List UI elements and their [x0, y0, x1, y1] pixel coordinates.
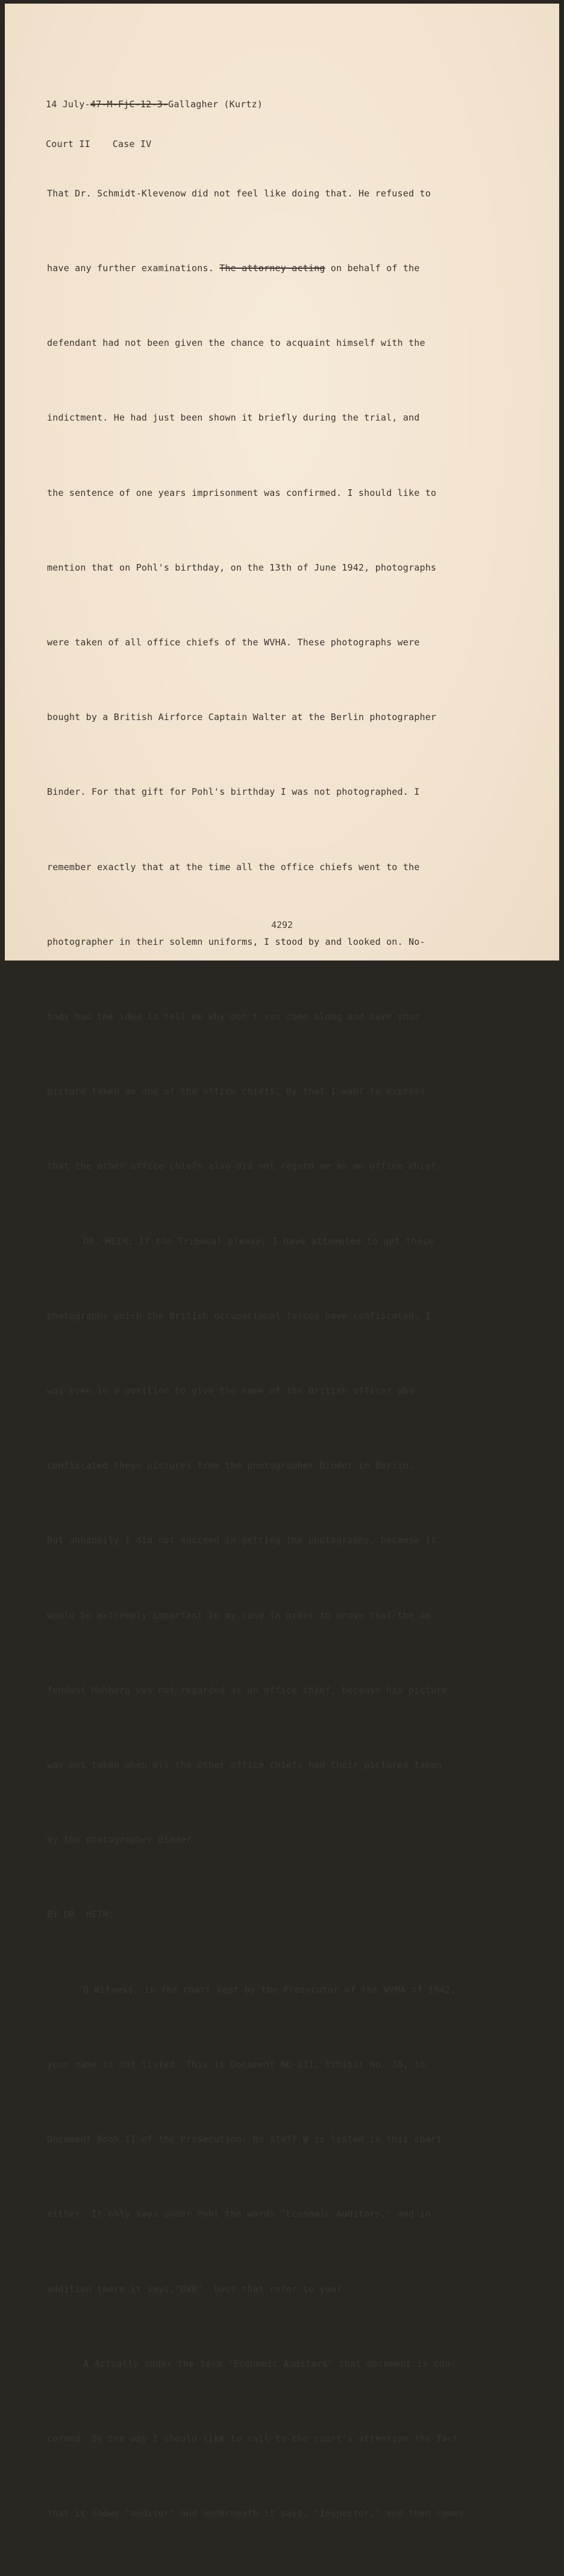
- text-line: remember exactly that at the time all the office chiefs went to the: [47, 861, 420, 873]
- text-line: were taken of all office chiefs of the WVHA. These photographs were: [47, 637, 420, 648]
- text-line: cerned. By the way I should like to call to the court's attention the fact: [47, 2433, 459, 2444]
- text-line: Document Book II of the Prosecution. No staff-W is listed in this chart: [47, 2134, 442, 2145]
- text-line: the sentence of one years imprisonment was confirmed. I should like to: [47, 487, 437, 498]
- text-line: your name is not listed. This is Document NO-111, Exhibit No. 38, in: [47, 2058, 425, 2070]
- document-body: [47, 131, 464, 2576]
- text-line: that it shows "auditor" and underneath it says, "Inspector," and then comes: [47, 2508, 465, 2519]
- text-line: Q Witness, in the chart kept by the Prosecutor of the WVHA of 1942,: [83, 1984, 456, 1995]
- text-line: picture taken as one of the office chiefs. By that I want to express: [47, 1086, 425, 1097]
- text-line: was even in a position to give the name of the British officer who: [47, 1385, 415, 1397]
- header-line-1: 14 July-47-M-FjC-12-3-Gallagher (Kurtz): [46, 99, 263, 110]
- text-line: indictment. He had just been shown it briefly during the trial, and: [47, 412, 420, 424]
- header-line-2: Court II Case IV: [46, 139, 152, 149]
- text-line: confiscated these pictures from the photographer Binder in Berlin.: [47, 1460, 415, 1471]
- text-line: That Dr. Schmidt-Klevenow did not feel like doing that. He refused to: [47, 187, 431, 199]
- text-line: addition there it says,"DWB". Does that refer to you?: [47, 2283, 342, 2295]
- text-line: have any further examinations. The attorney acting on behalf of the: [47, 263, 420, 274]
- text-line: fendant Hohberg was not regarded as an office chief, because his picture: [47, 1684, 448, 1696]
- text-line: DR. HEIM: If the Tribunal please, I have attempted to get these: [83, 1235, 434, 1247]
- text-line: photographs which the British occupational forces have confiscated. I: [47, 1310, 431, 1321]
- text-line: by the photographer Binder.: [47, 1834, 198, 1846]
- text-line: bought by a British Airforce Captain Walter at the Berlin photographer: [47, 712, 437, 723]
- text-line: BY DR. HEIM:: [47, 1909, 114, 1920]
- page-number: 4292: [271, 920, 293, 930]
- text-line: defendant had not been given the chance to acquaint himself with the: [47, 337, 425, 349]
- text-line: photographer in their solemn uniforms, I stood by and looked on. No-: [47, 936, 425, 947]
- text-line: mention that on Pohl's birthday, on the 13th of June 1942, photographs: [47, 562, 437, 573]
- text-line: Binder. For that gift for Pohl's birthday I was not photographed. I: [47, 786, 420, 798]
- document-page: [5, 4, 559, 2519]
- text-line: would be extremely important in my case in order to prove that the de-: [47, 1609, 437, 1621]
- text-line: was not taken when all the other office chiefs had their pictures taken: [47, 1760, 442, 1771]
- text-line: body had the idea to tell me why don't you come along and have your: [47, 1011, 420, 1023]
- text-line: either. It only says under Pohl the words "Economic Auditors," and in: [47, 2208, 431, 2220]
- text-line: But unhappily I did not succeed in getting the photographs, because it: [47, 1535, 437, 1546]
- text-line: A Actually under the term "Economic Auditors" that document is con-: [83, 2358, 456, 2369]
- text-line: that the other office chiefs also did not regard me as an office chief.: [47, 1161, 442, 1172]
